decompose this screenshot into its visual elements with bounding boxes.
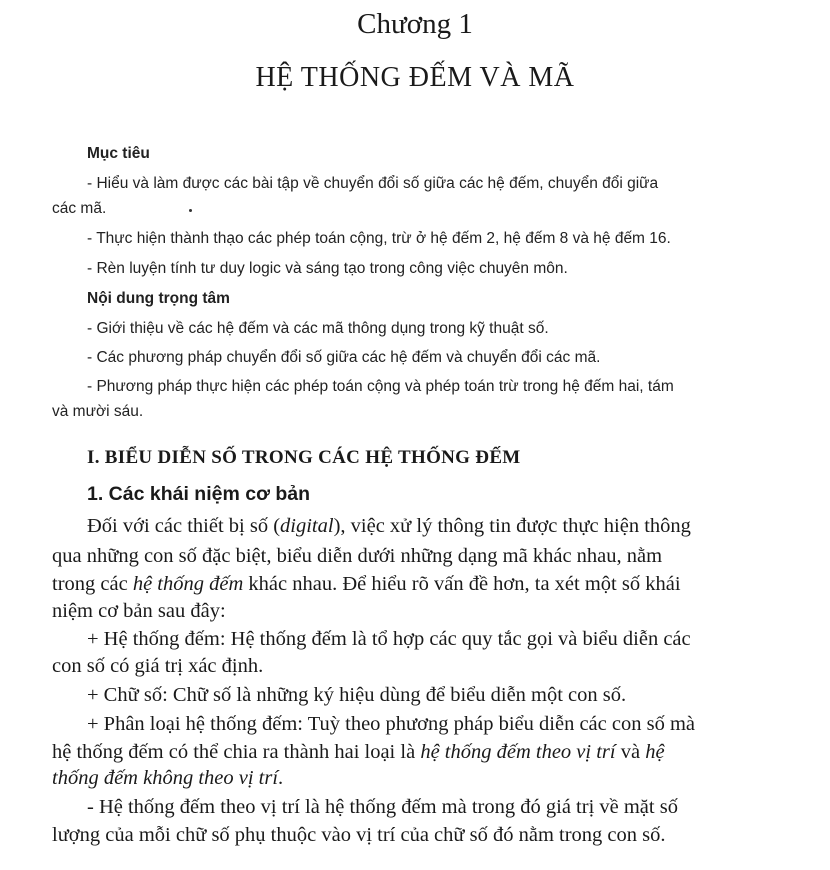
objective-item-1-line-2: các mã. bbox=[52, 200, 107, 217]
paragraph-5-line-2: lượng của mỗi chữ số phụ thuộc vào vị trí của chữ số đó nằm trong con số. bbox=[52, 824, 666, 846]
chapter-label: Chương 1 bbox=[357, 8, 473, 40]
chapter-title: HỆ THỐNG ĐẾM VÀ MÃ bbox=[255, 62, 575, 93]
stray-dot bbox=[189, 209, 192, 212]
paragraph-4-line-3: thống đếm không theo vị trí. bbox=[52, 767, 284, 789]
paragraph-1-line-4: niệm cơ bản sau đây: bbox=[52, 600, 226, 622]
subsection-heading: 1. Các khái niệm cơ bản bbox=[87, 483, 311, 505]
objective-item-2: - Thực hiện thành thạo các phép toán cộng, trừ ở hệ đếm 2, hệ đếm 8 và hệ đếm 16. bbox=[87, 230, 671, 247]
paragraph-2-line-1: + Hệ thống đếm: Hệ thống đếm là tổ hợp các quy tắc gọi và biểu diễn các bbox=[87, 628, 691, 650]
objective-item-3: - Rèn luyện tính tư duy logic và sáng tạo trong công việc chuyên môn. bbox=[87, 260, 568, 277]
paragraph-5-line-1: - Hệ thống đếm theo vị trí là hệ thống đếm mà trong đó giá trị về mặt số bbox=[87, 796, 678, 818]
paragraph-4-line-1: + Phân loại hệ thống đếm: Tuỳ theo phương pháp biểu diễn các con số mà bbox=[87, 713, 695, 735]
paragraph-1-line-1: Đối với các thiết bị số (digital), việc xử lý thông tin được thực hiện thông bbox=[87, 515, 691, 537]
objectives-heading: Mục tiêu bbox=[87, 145, 150, 162]
paragraph-2-line-2: con số có giá trị xác định. bbox=[52, 655, 264, 677]
focus-heading: Nội dung trọng tâm bbox=[87, 290, 230, 307]
focus-item-3-line-1: - Phương pháp thực hiện các phép toán cộng và phép toán trừ trong hệ đếm hai, tám bbox=[87, 378, 674, 395]
focus-item-2: - Các phương pháp chuyển đổi số giữa các hệ đếm và chuyển đổi các mã. bbox=[87, 349, 601, 366]
paragraph-3-line-1: + Chữ số: Chữ số là những ký hiệu dùng để biểu diễn một con số. bbox=[87, 684, 627, 706]
focus-item-1: - Giới thiệu về các hệ đếm và các mã thông dụng trong kỹ thuật số. bbox=[87, 320, 549, 337]
section-heading: I. BIỂU DIỄN SỐ TRONG CÁC HỆ THỐNG ĐẾM bbox=[87, 447, 521, 468]
objective-item-1-line-1: - Hiểu và làm được các bài tập về chuyển đổi số giữa các hệ đếm, chuyển đổi giữa bbox=[87, 175, 659, 192]
paragraph-1-line-3: trong các hệ thống đếm khác nhau. Để hiểu rõ vấn đề hơn, ta xét một số khái bbox=[52, 573, 681, 595]
paragraph-1-line-2: qua những con số đặc biệt, biểu diễn dưới những dạng mã khác nhau, nằm bbox=[52, 545, 663, 567]
focus-item-3-line-2: và mười sáu. bbox=[52, 403, 144, 420]
paragraph-4-line-2: hệ thống đếm có thể chia ra thành hai loại là hệ thống đếm theo vị trí và hệ bbox=[52, 741, 665, 763]
